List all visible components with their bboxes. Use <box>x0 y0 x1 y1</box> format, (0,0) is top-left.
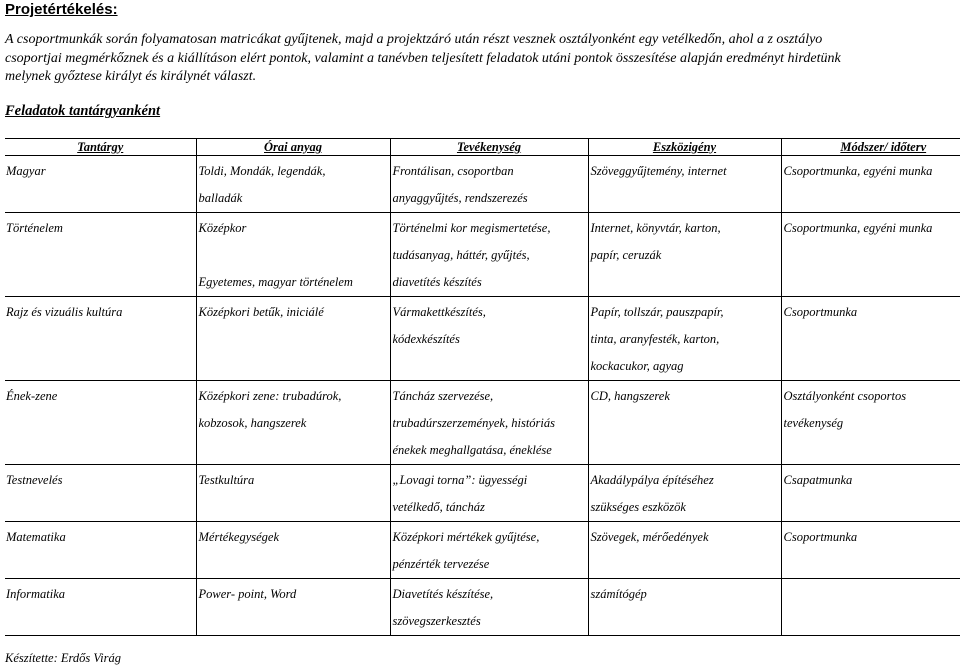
cell-tools <box>588 579 781 636</box>
intro-line: melynek győztese királyt és királynét választ. <box>5 69 257 84</box>
page-heading: Projetértékelés: <box>5 1 118 18</box>
cell-line: Vármakettkészítés, <box>392 305 486 319</box>
cell-material <box>196 522 390 579</box>
cell-line: Matematika <box>6 530 66 544</box>
cell-method <box>781 297 960 381</box>
cell-line: Osztályonként csoportos <box>783 389 907 403</box>
cell-line: anyaggyűjtés, rendszerezés <box>392 191 528 205</box>
cell-line: Történelem <box>6 221 63 235</box>
cell-line: Frontálisan, csoportban <box>392 164 514 178</box>
cell-line: CD, hangszerek <box>590 389 670 403</box>
author-line: Készítette: Erdős Virág <box>5 651 121 665</box>
cell-line: énekek meghallgatása, éneklése <box>392 443 552 457</box>
table-row <box>5 213 960 297</box>
cell-tools <box>588 297 781 381</box>
intro-paragraph <box>5 31 960 87</box>
header-material: Órai anyag <box>196 139 390 156</box>
table-row <box>5 522 960 579</box>
cell-line: Ének-zene <box>6 389 58 403</box>
cell-line: balladák <box>198 191 243 205</box>
cell-line: vetélkedő, táncház <box>392 500 485 514</box>
cell-tools <box>588 156 781 213</box>
cell-line: Informatika <box>6 587 66 601</box>
cell-material <box>196 465 390 522</box>
cell-line: pénzérték tervezése <box>392 557 490 571</box>
cell-method <box>781 381 960 465</box>
cell-line: Történelmi kor megismertetése, <box>392 221 551 235</box>
cell-method <box>781 213 960 297</box>
cell-subject <box>5 297 196 381</box>
cell-line: Diavetítés készítése, <box>392 587 494 601</box>
cell-subject <box>5 465 196 522</box>
cell-line: számítógép <box>590 587 647 601</box>
cell-method <box>781 156 960 213</box>
cell-tools <box>588 465 781 522</box>
cell-material <box>196 297 390 381</box>
cell-line: Testnevelés <box>6 473 63 487</box>
cell-line: tevékenység <box>783 416 844 430</box>
cell-line: Egyetemes, magyar történelem <box>198 275 353 289</box>
cell-tools <box>588 522 781 579</box>
cell-tools <box>588 381 781 465</box>
cell-material <box>196 156 390 213</box>
cell-line: diavetítés készítés <box>392 275 482 289</box>
cell-tools <box>588 213 781 297</box>
cell-material <box>196 381 390 465</box>
cell-line: Csoportmunka <box>783 530 858 544</box>
intro-line: csoportjai megmérkőznek és a kiállításon elért pontok, valamint a tanévben teljesített feladatok utáni pontok összesítése alapján eredményt hirdetünk <box>5 50 841 66</box>
header-activity: Tevékenység <box>390 139 588 156</box>
table-body <box>5 156 960 636</box>
cell-line: Mértékegységek <box>198 530 279 544</box>
cell-subject <box>5 213 196 297</box>
cell-subject <box>5 522 196 579</box>
subject-tasks-table <box>5 138 960 636</box>
cell-line: szövegszerkesztés <box>392 614 481 628</box>
cell-line: Papír, tollszár, pauszpapír, <box>590 305 724 319</box>
cell-line: Magyar <box>6 164 46 178</box>
cell-activity <box>390 522 588 579</box>
cell-line: Középkor <box>198 221 247 235</box>
cell-line: Toldi, Mondák, legendák, <box>198 164 326 178</box>
header-subject: Tantárgy <box>5 139 196 156</box>
table-row <box>5 381 960 465</box>
cell-line: Csoportmunka, egyéni munka <box>783 221 933 235</box>
cell-line: Akadálypálya építéséhez <box>590 473 714 487</box>
cell-line: Középkori mértékek gyűjtése, <box>392 530 540 544</box>
cell-line: Testkultúra <box>198 473 255 487</box>
cell-line: Szöveggyűjtemény, internet <box>590 164 727 178</box>
table-header-row <box>5 139 960 156</box>
cell-line: tudásanyag, háttér, gyűjtés, <box>392 248 530 262</box>
cell-line: Power- point, Word <box>198 587 297 601</box>
cell-subject <box>5 156 196 213</box>
cell-line: Csoportmunka <box>783 305 858 319</box>
cell-line <box>199 242 388 269</box>
cell-line: Internet, könyvtár, karton, <box>590 221 721 235</box>
cell-line: Csapatmunka <box>783 473 853 487</box>
cell-line: Táncház szervezése, <box>392 389 494 403</box>
cell-line: Középkori zene: trubadúrok, <box>198 389 342 403</box>
cell-material <box>196 579 390 636</box>
cell-line: „Lovagi torna”: ügyességi <box>392 473 528 487</box>
cell-activity <box>390 381 588 465</box>
header-method: Módszer/ időterv <box>781 139 960 156</box>
cell-material <box>196 213 390 297</box>
cell-line <box>784 581 960 608</box>
cell-line: Középkori betűk, iniciálé <box>198 305 324 319</box>
cell-line: papír, ceruzák <box>590 248 662 262</box>
cell-method <box>781 465 960 522</box>
cell-line: kobzosok, hangszerek <box>198 416 307 430</box>
cell-line: Csoportmunka, egyéni munka <box>783 164 933 178</box>
intro-line: A csoportmunkák során folyamatosan matricákat gyűjtenek, majd a projektzáró után részt vesznek osztályonként egy vetélkedőn, ahol a z osztályo <box>5 32 823 47</box>
cell-line: trubadúrszerzemények, históriás <box>392 416 555 430</box>
cell-activity <box>390 297 588 381</box>
cell-activity <box>390 156 588 213</box>
cell-subject <box>5 579 196 636</box>
cell-line: Szövegek, mérőedények <box>590 530 709 544</box>
table-row <box>5 579 960 636</box>
cell-activity <box>390 579 588 636</box>
table-row <box>5 465 960 522</box>
cell-line: kódexkészítés <box>392 332 460 346</box>
cell-activity <box>390 213 588 297</box>
table-row <box>5 297 960 381</box>
cell-method <box>781 579 960 636</box>
header-tools: Eszközigény <box>588 139 781 156</box>
section-subheading: Feladatok tantárgyanként <box>5 103 161 119</box>
cell-subject <box>5 381 196 465</box>
cell-method <box>781 522 960 579</box>
table-row <box>5 156 960 213</box>
cell-activity <box>390 465 588 522</box>
cell-line: tinta, aranyfesték, karton, <box>590 332 720 346</box>
cell-line: szükséges eszközök <box>590 500 686 514</box>
cell-line: kockacukor, agyag <box>590 359 684 373</box>
cell-line: Rajz és vizuális kultúra <box>6 305 123 319</box>
